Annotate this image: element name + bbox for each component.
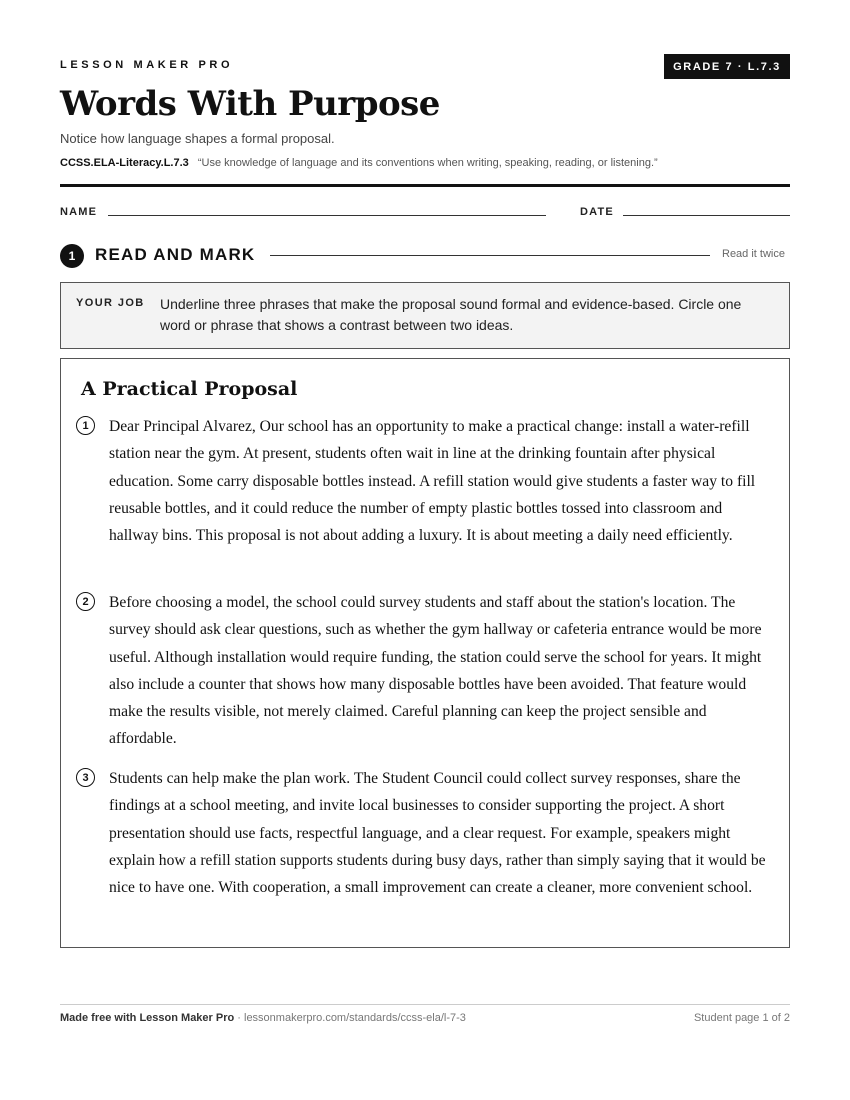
paragraph-number-icon: 2 <box>76 592 95 611</box>
paragraph-number-icon: 3 <box>76 768 95 787</box>
worksheet-subtitle: Notice how language shapes a formal proposal. <box>60 131 335 146</box>
standard-quote: “Use knowledge of language and its conventions when writing, speaking, reading, or listening.” <box>197 157 658 169</box>
task-label: YOUR JOB <box>76 297 145 309</box>
header-divider <box>60 184 790 187</box>
name-field-line[interactable] <box>108 215 546 216</box>
section-divider <box>270 255 710 256</box>
standard-code: CCSS.ELA-Literacy.L.7.3 <box>60 157 189 169</box>
task-instructions: Underline three phrases that make the proposal sound formal and evidence-based. Circle one word or phrase that shows a contrast between two ideas. <box>160 296 742 333</box>
task-box <box>60 282 790 349</box>
paragraph-text: Dear Principal Alvarez, Our school has an opportunity to make a practical change: install a water-refill station near the gym. At present, students often wait in line at the drinking fountain after physical education. Some carry disposable bottles instead. A refill station would give students a faster way to fill reusable bottles, and it could reduce the number of empty plastic bottles tossed into classroom and hallway bins. This proposal is not about adding a luxury. It is about meeting a daily need efficiently. <box>109 418 756 545</box>
paragraph-number-icon: 1 <box>76 416 95 435</box>
reading-passage <box>60 358 790 948</box>
paragraph-text: Before choosing a model, the school could survey students and staff about the station's location. The survey should ask clear questions, such as whether the gym hallway or cafeteria entrance would be more useful. Although installation would require funding, the station could serve the school for years. It might also include a counter that shows how many disposable bottles have been avoided. That feature would make the results visible, not merely claimed. Careful planning can keep the project sensible and affordable. <box>109 594 762 748</box>
passage-title: A Practical Proposal <box>81 378 298 400</box>
worksheet-title: Words With Purpose <box>60 84 440 124</box>
footer-credit <box>60 1012 466 1024</box>
footer-divider <box>60 1004 790 1005</box>
footer-made-with: Made free with Lesson Maker Pro <box>60 1012 235 1024</box>
section-title: READ AND MARK <box>95 245 256 264</box>
footer-separator: · <box>234 1012 244 1024</box>
grade-badge: GRADE 7 · L.7.3 <box>664 54 790 79</box>
section-hint: Read it twice <box>722 248 785 260</box>
footer-url[interactable]: lessonmakerpro.com/standards/ccss-ela/l-7-3 <box>244 1012 466 1024</box>
section-number-badge: 1 <box>60 244 84 268</box>
standard-line <box>60 157 658 169</box>
date-label: DATE <box>580 206 614 218</box>
date-field-line[interactable] <box>623 215 790 216</box>
brand-name: LESSON MAKER PRO <box>60 59 234 71</box>
footer-page-number: Student page 1 of 2 <box>693 1012 790 1024</box>
name-label: NAME <box>60 206 98 218</box>
paragraph-text: Students can help make the plan work. The Student Council could collect survey responses, share the findings at a school meeting, and invite local businesses to consider supporting the project. A short presentation should use facts, respectful language, and a clear request. For example, speakers might explain how a refill station supports students during busy days, rather than simply saying that it would be nice to have one. With cooperation, a small improvement can create a cleaner, more convenient school. <box>109 770 766 897</box>
